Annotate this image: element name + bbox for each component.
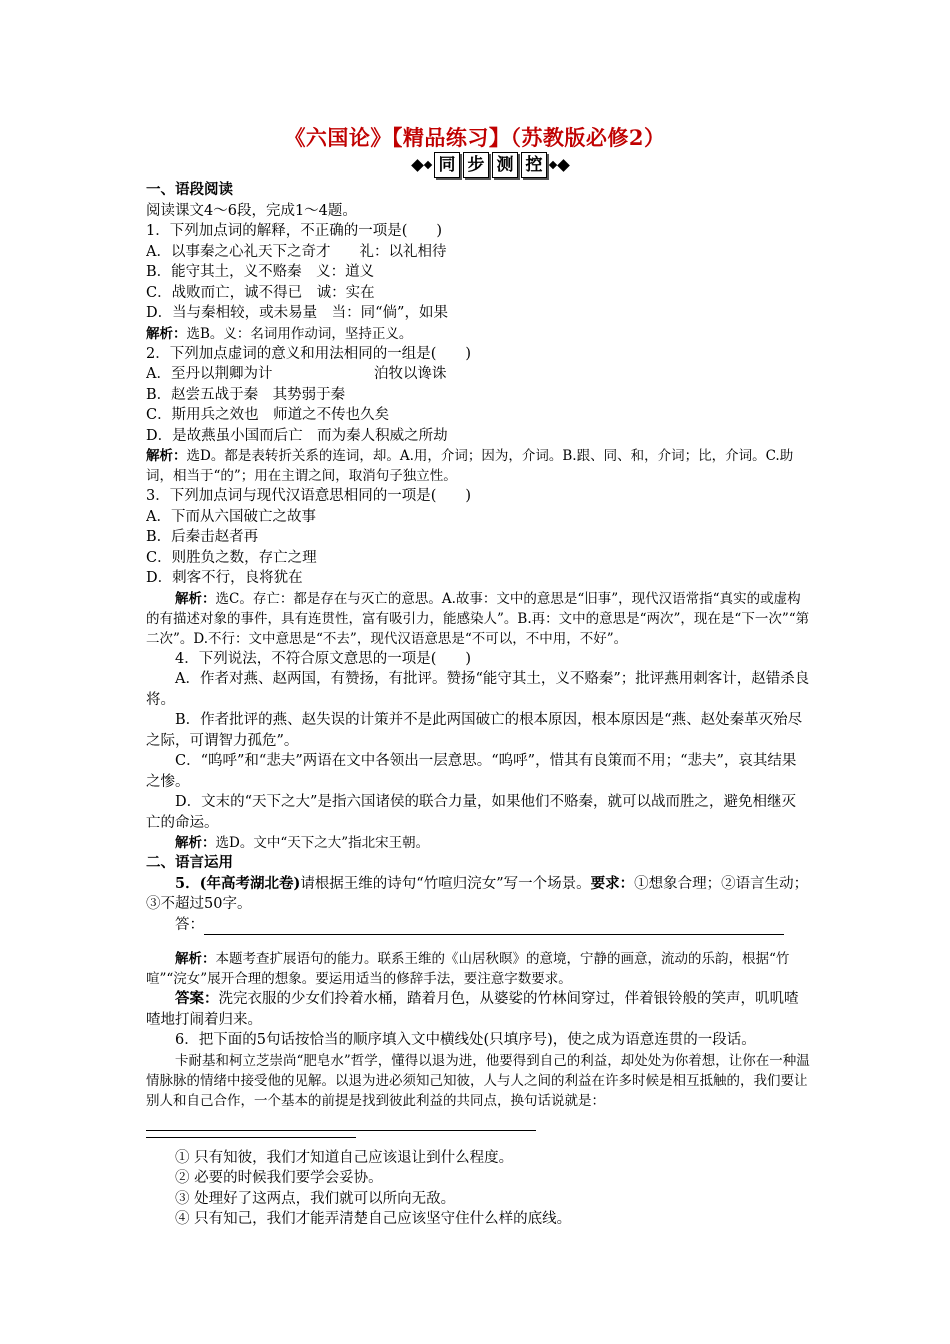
- requirement-label: 要求：: [590, 874, 635, 892]
- analysis-label: 解析：: [175, 951, 216, 967]
- analysis-text: 选D。文中“天下之大”指北宋王朝。: [215, 835, 430, 851]
- analysis: [146, 446, 810, 486]
- question-text: 请根据王维的诗句“竹喧归浣女”写一个场景。: [300, 875, 591, 892]
- analysis: [146, 833, 810, 853]
- analysis-label: 解析：: [175, 835, 216, 851]
- option-c: C．战败而亡，诚不得已 诚：实在: [146, 284, 375, 301]
- option-d: D．是故燕虽小国而后亡 而为秦人积威之所劫: [146, 427, 448, 444]
- option-a: A．至丹以荆卿为计 泊牧以谗诛: [146, 366, 447, 382]
- sentence-option: ④ 只有知己，我们才能弄清楚自己应该坚守住什么样的底线。: [175, 1211, 572, 1227]
- document-title: 《六国论》【精品练习】（苏教版必修2）: [284, 125, 666, 150]
- option-a: A．下而从六国破亡之故事: [146, 508, 316, 525]
- answer-key-label: 答案：: [175, 990, 219, 1007]
- option-a: A．作者对燕、赵两国，有赞扬，有批评。赞扬“能守其土，义不赂秦”；批评燕用刺客计，赵错杀良将。: [146, 671, 810, 708]
- answer-line: [146, 915, 810, 936]
- analysis-label: 解析：: [175, 590, 216, 607]
- diamond-icon: [424, 161, 432, 169]
- option-b: B．作者批评的燕、赵失误的计策并不是此两国破亡的根本原因，根本原因是“燕、赵处秦革灭殆尽之际，可谓智力孤危”。: [146, 712, 803, 749]
- answer-key-text: 洗完衣服的少女们拎着水桶，踏着月色，从婆娑的竹林间穿过，伴着银铃般的笑声，叽叽喳喳地打闹着归来。: [146, 991, 799, 1028]
- diamond-icon: [557, 159, 570, 172]
- option-b: B．赵尝五战于秦 其势弱于秦: [146, 386, 346, 403]
- option-c: C．则胜负之数，存亡之理: [146, 549, 317, 566]
- option-d: D．文末的“天下之大”是指六国诸侯的联合力量，如果他们不赂秦，就可以战而胜之，避免相继灭亡的命运。: [146, 794, 796, 831]
- question-stem: [146, 874, 810, 915]
- analysis: [146, 324, 810, 344]
- sentence-option: ① 只有知彼，我们才知道自己应该退让到什么程度。: [175, 1149, 514, 1166]
- option-b: B．后秦击赵者再: [146, 529, 259, 545]
- analysis-text: 选D。都是表转折关系的连词，却。A.用，介词；因为，介词。B.跟、同、和，介词；比，介词。C.助词，相当于“的”；用在主谓之间，取消句子独立性。: [146, 448, 794, 484]
- banner-char: 同: [434, 152, 460, 178]
- answer-line-continued: [146, 935, 810, 949]
- analysis-label: 解析：: [146, 325, 187, 342]
- analysis-text: 选C。存亡：都是存在与灭亡的意思。A.故事：文中的意思是“旧事”，现代汉语常指“真实的或虚构的有描述对象的事件，具有连贯性，富有吸引力，能感染人”。B.再：文中的意思是“两次”，现在是“下一次”“第二次”。D.不行：文中意思是“不去”，现代汉语意思是“不可以，不中用，不好”。: [146, 590, 810, 647]
- diamond-icon: [411, 159, 424, 172]
- section-banner: [388, 151, 593, 179]
- answer-blank-end: [146, 949, 154, 950]
- question-stem: 3．下列加点词与现代汉语意思相同的一项是( ): [146, 488, 472, 504]
- banner-char: 测: [492, 152, 518, 178]
- fill-blank[interactable]: [146, 1116, 536, 1131]
- section-intro: 阅读课文4～6段，完成1～4题。: [146, 202, 357, 219]
- option-d: D．刺客不行，良将犹在: [146, 570, 303, 586]
- question-stem: 2．下列加点虚词的意义和用法相同的一组是( ): [146, 345, 472, 362]
- passage: [146, 1051, 810, 1131]
- analysis: [146, 949, 810, 989]
- requirement-text: ①想象合理；②语言生动；③不超过50字。: [146, 875, 809, 912]
- option-c: C．斯用兵之效也 师道之不传也久矣: [146, 407, 390, 423]
- analysis-label: 解析：: [146, 448, 187, 464]
- question-stem: 1．下列加点词的解释，不正确的一项是( ): [146, 223, 443, 239]
- question-stem: 6．把下面的5句话按恰当的顺序填入文中横线处(只填序号)，使之成为语意连贯的一段话。: [175, 1032, 756, 1048]
- question-source: 5．(年高考湖北卷): [175, 874, 301, 892]
- option-a: A．以事秦之心礼天下之奇才 礼：以礼相待: [146, 243, 447, 260]
- passage-text: 卡耐基和柯立芝崇尚“肥皂水”哲学，懂得以退为进，他要得到自己的利益，却处处为你着想，让你在一种温情脉脉的情绪中接受他的见解。以退为进必须知己知彼，人与人之间的利益在许多时候是相互抵触的，我们要让别人和自己合作，一个基本的前提是找到彼此利益的共同点，换句话说就是：: [146, 1052, 810, 1109]
- answer-prompt: 答：: [175, 916, 204, 933]
- analysis-text: 选B。义：名词用作动词，坚持正义。: [186, 325, 413, 342]
- section-heading: 一、语段阅读: [146, 181, 233, 198]
- answer-blank[interactable]: [204, 920, 784, 935]
- sentence-option: ③ 处理好了这两点，我们就可以所向无敌。: [175, 1190, 456, 1207]
- section-heading: 二、语言运用: [146, 854, 233, 871]
- question-stem: 4．下列说法，不符合原文意思的一项是( ): [175, 650, 472, 667]
- option-b: B．能守其土，义不赂秦 义：道义: [146, 264, 375, 280]
- answer-key: [146, 989, 810, 1030]
- document-body: [146, 180, 810, 1230]
- sentence-option: ② 必要的时候我们要学会妥协。: [175, 1170, 383, 1186]
- banner-char: 控: [521, 152, 547, 178]
- option-d: D．当与秦相较，或未易量 当：同“倘”，如果: [146, 305, 448, 321]
- banner-char: 步: [463, 152, 489, 178]
- analysis-text: 本题考查扩展语句的能力。联系王维的《山居秋暝》的意境，宁静的画意，流动的乐韵，根据“竹喧”“浣女”展开合理的想象。要运用适当的修辞手法，要注意字数要求。: [146, 951, 790, 987]
- fill-blank-continued[interactable]: [146, 1137, 356, 1138]
- option-c: C．“呜呼”和“悲夫”两语在文中各领出一层意思。“呜呼”，惜其有良策而不用；“悲夫”，哀其结果之惨。: [146, 753, 797, 790]
- analysis: [146, 589, 810, 649]
